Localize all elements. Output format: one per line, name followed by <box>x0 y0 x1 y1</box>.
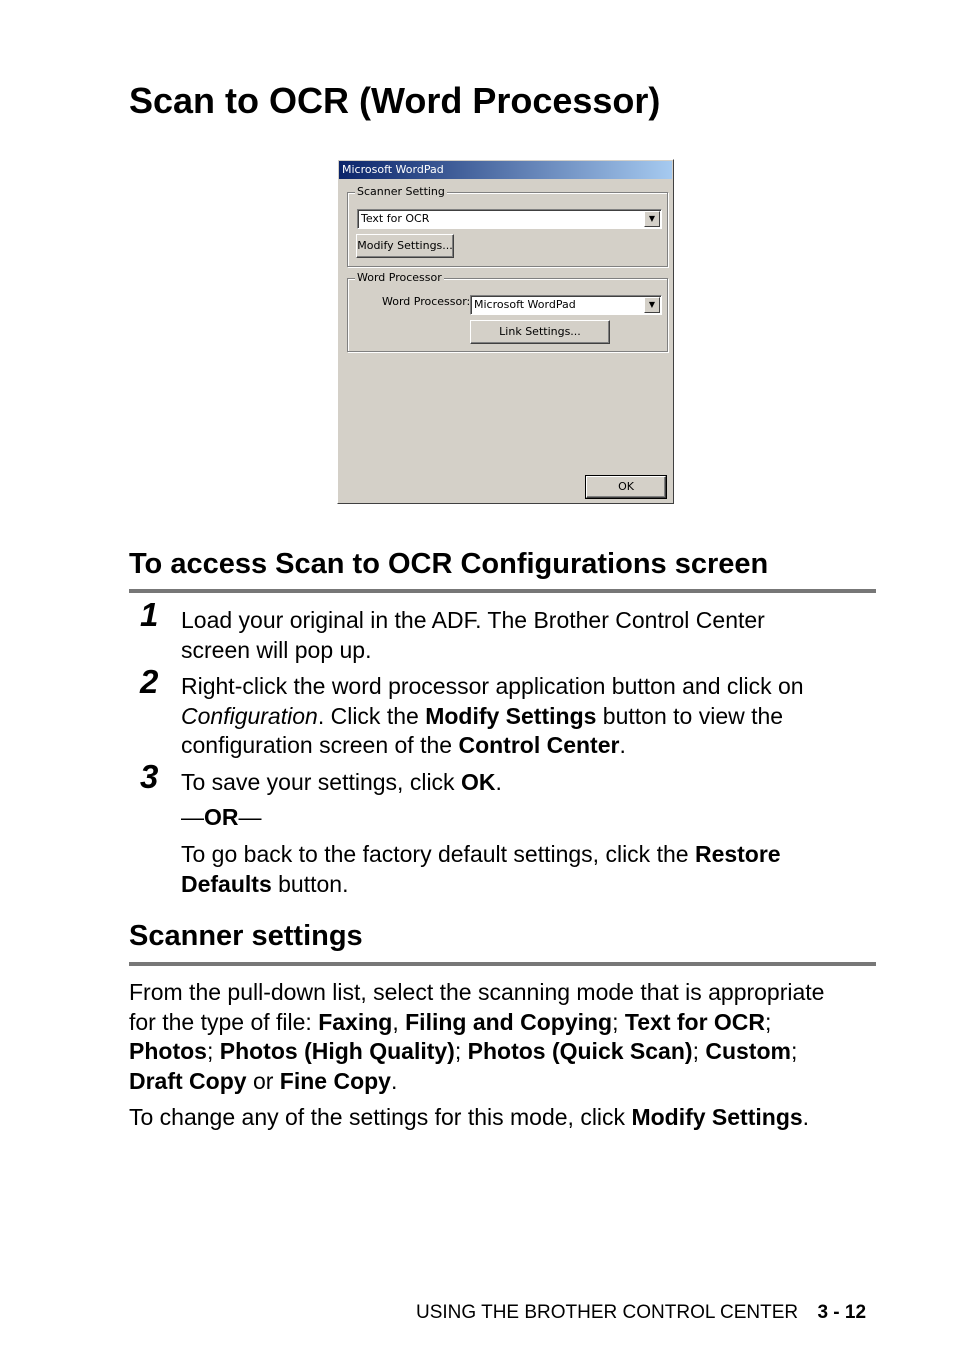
or-separator: —OR— <box>181 804 262 830</box>
step-number-3: 3 <box>140 758 159 795</box>
footer-section: USING THE BROTHER CONTROL CENTER <box>416 1302 799 1323</box>
page-title: Scan to OCR (Word Processor) <box>129 80 661 121</box>
step-1-text: Load your original in the ADF. The Brother Control Center screen will pop up. <box>181 607 765 663</box>
scanner-settings-paragraph: From the pull-down list, select the scanning mode that is appropriate for the type of file: Faxing, Filing and Copying; Text for OCR; Photos; Photos (High Quality); Photos (Quick Scan); Custom; Draft Copy or Fine Copy. <box>129 979 825 1094</box>
word-processor-group <box>347 271 668 352</box>
scanner-setting-group <box>347 185 668 267</box>
page-number: 3 - 12 <box>817 1302 867 1323</box>
section-heading-access: To access Scan to OCR Configurations screen <box>129 548 769 580</box>
word-processor-label: Word Processor: <box>382 295 471 308</box>
restore-defaults-text: To go back to the factory default settings, click the Restore Defaults button. <box>181 841 781 897</box>
step-2-text: Right-click the word processor application button and click on Configuration. Click the Modify Settings button to view the configuration screen of the Control Center. <box>181 673 804 758</box>
chevron-down-icon[interactable]: ▼ <box>644 211 660 227</box>
step-3-text: To save your settings, click OK. <box>181 769 502 795</box>
section-heading-scanner-settings: Scanner settings <box>129 920 363 952</box>
link-settings-button[interactable]: Link Settings... <box>470 320 610 344</box>
step-number-2: 2 <box>140 663 159 700</box>
word-processor-value: Microsoft WordPad <box>474 298 576 311</box>
modify-settings-button[interactable]: Modify Settings... <box>356 234 454 258</box>
modify-settings-paragraph: To change any of the settings for this mode, click Modify Settings. <box>129 1104 810 1130</box>
step-number-1: 1 <box>140 596 159 633</box>
ok-button[interactable]: OK <box>586 476 666 498</box>
word-processor-group-label: Word Processor <box>357 271 442 284</box>
chevron-down-icon[interactable]: ▼ <box>644 297 660 313</box>
scanner-setting-dropdown[interactable] <box>357 209 662 229</box>
word-processor-dropdown[interactable] <box>470 295 662 315</box>
dialog-titlebar: Microsoft WordPad <box>339 161 672 179</box>
scanner-setting-label: Scanner Setting <box>357 185 445 198</box>
section-divider <box>129 962 876 966</box>
wordpad-settings-dialog <box>337 159 674 504</box>
section-divider <box>129 589 876 593</box>
footer <box>416 1302 866 1324</box>
scanner-setting-value: Text for OCR <box>361 212 430 225</box>
